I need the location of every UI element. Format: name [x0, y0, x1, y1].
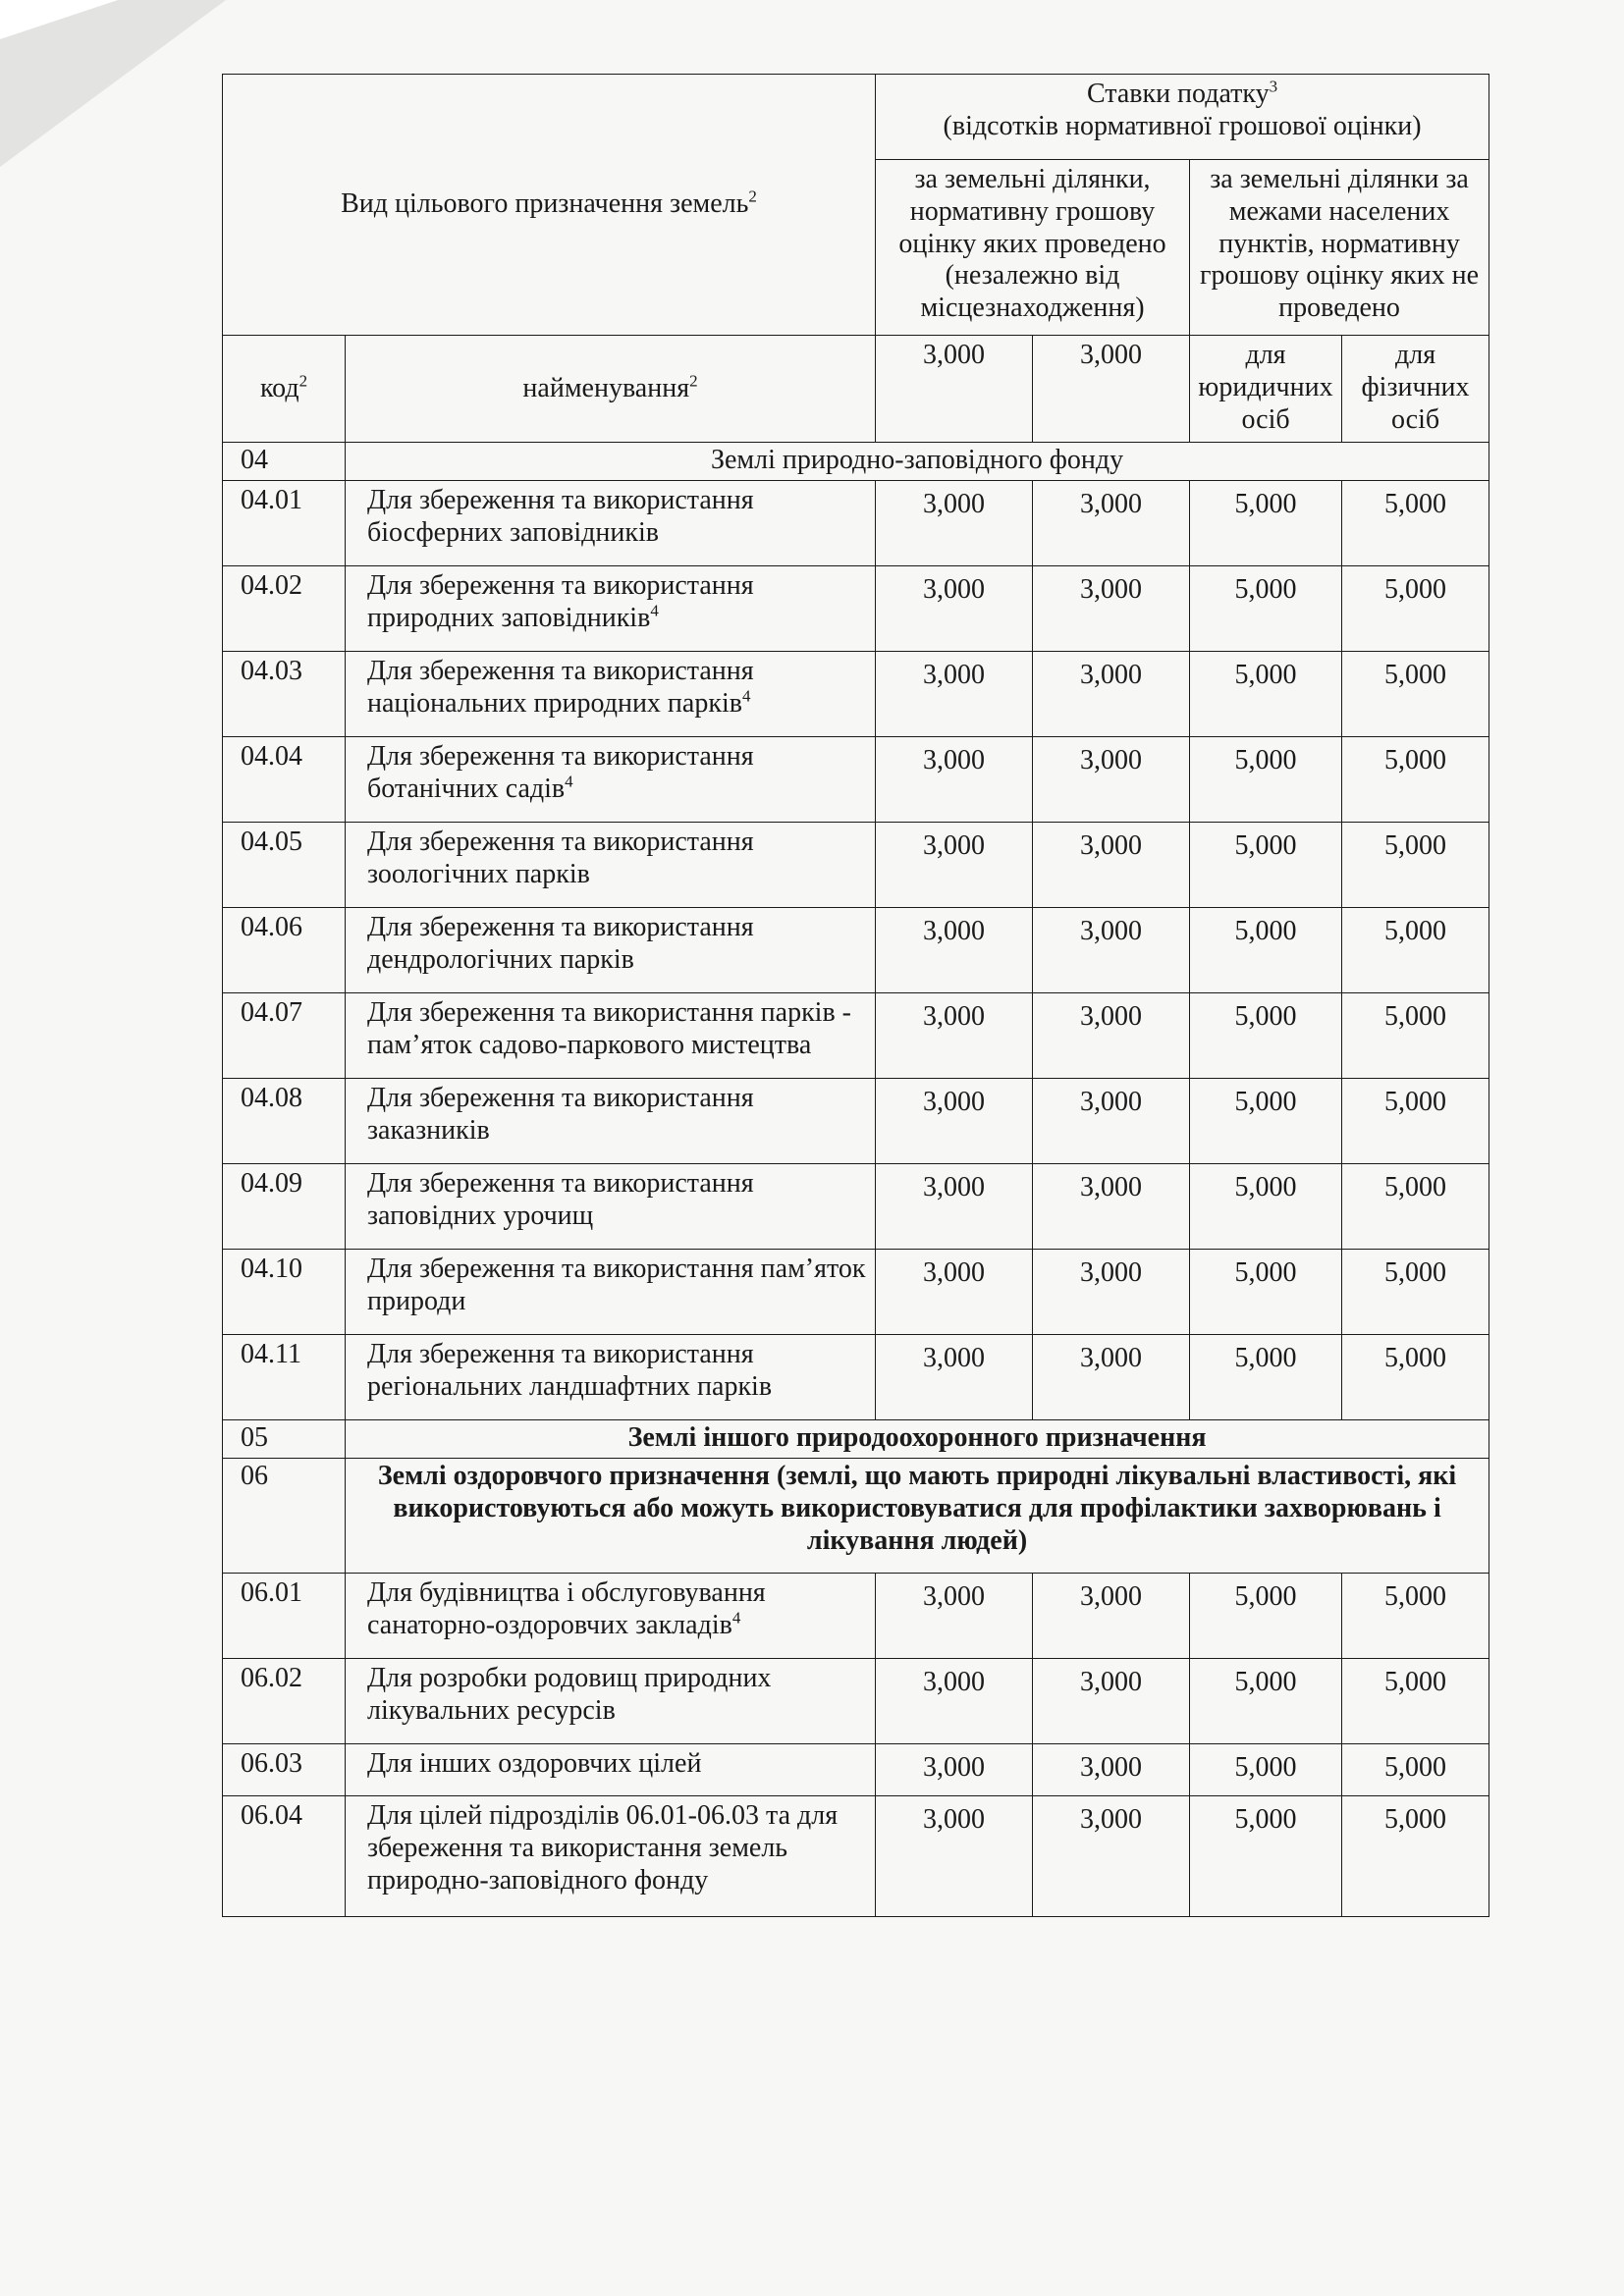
section-title: Землі оздоровчого призначення (землі, що мають природні лікувальні властивості, які використовуються або можуть використовуватися для профілактики захворювань і лікування людей) — [346, 1459, 1489, 1574]
code-header-text: код — [259, 372, 299, 403]
col4-header: для фізичних осіб — [1342, 336, 1489, 443]
rate-value: 3,000 — [876, 1250, 1033, 1335]
row-name-cell — [346, 566, 876, 652]
rate-value: 5,000 — [1342, 481, 1489, 566]
footnote-mark: 4 — [741, 686, 751, 706]
row-name: Для збереження та використання зоологічних парків — [346, 823, 876, 908]
footnote-mark: 2 — [689, 371, 698, 391]
name-header — [346, 336, 876, 443]
table-row — [223, 1659, 1489, 1744]
table-row — [223, 1250, 1489, 1335]
rate-value: 5,000 — [1190, 1250, 1342, 1335]
evaluated-header: за земельні ділянки, нормативну грошову оцінку яких проведено (незалежно від місцезнаходження) — [876, 160, 1190, 336]
header-row-top — [223, 75, 1489, 160]
row-code: 06.04 — [223, 1796, 346, 1917]
rate-value: 5,000 — [1342, 1659, 1489, 1744]
rate-value: 5,000 — [1190, 823, 1342, 908]
table-row — [223, 993, 1489, 1079]
code-header — [223, 336, 346, 443]
rate-value: 5,000 — [1190, 481, 1342, 566]
rate-value: 3,000 — [876, 481, 1033, 566]
rate-value: 3,000 — [876, 1659, 1033, 1744]
row-name: Для збереження та використання біосферних заповідників — [346, 481, 876, 566]
footnote-mark: 3 — [1269, 77, 1278, 96]
header-row-columns — [223, 336, 1489, 443]
row-code: 06.01 — [223, 1574, 346, 1659]
rate-value: 5,000 — [1190, 1744, 1342, 1796]
rate-value: 5,000 — [1342, 566, 1489, 652]
col3-header: для юридичних осіб — [1190, 336, 1342, 443]
row-code: 06.02 — [223, 1659, 346, 1744]
rate-value: 3,000 — [876, 908, 1033, 993]
rate-value: 3,000 — [1033, 1079, 1190, 1164]
rate-value: 3,000 — [876, 1796, 1033, 1917]
rate-value: 3,000 — [876, 823, 1033, 908]
row-code: 04.09 — [223, 1164, 346, 1250]
rate-value: 3,000 — [876, 1744, 1033, 1796]
rate-value: 3,000 — [1033, 1574, 1190, 1659]
rates-header-text: Ставки податку — [1086, 79, 1270, 109]
rate-value: 5,000 — [1190, 908, 1342, 993]
rate-value: 3,000 — [1033, 652, 1190, 737]
rate-value: 3,000 — [1033, 737, 1190, 823]
rate-value: 3,000 — [1033, 566, 1190, 652]
rate-value: 5,000 — [1342, 908, 1489, 993]
section-code: 05 — [223, 1420, 346, 1459]
rate-value: 3,000 — [1033, 1164, 1190, 1250]
row-name: Для збереження та використання парків - пам’яток садово-паркового мистецтва — [346, 993, 876, 1079]
footnote-mark: 2 — [298, 371, 308, 391]
rate-value: 3,000 — [876, 737, 1033, 823]
row-name: Для збереження та використання природних заповідників — [367, 570, 754, 633]
rate-value: 5,000 — [1190, 1164, 1342, 1250]
rate-value: 5,000 — [1342, 1164, 1489, 1250]
row-name: Для збереження та використання регіональних ландшафтних парків — [346, 1335, 876, 1420]
row-code: 04.08 — [223, 1079, 346, 1164]
rate-value: 3,000 — [1033, 1250, 1190, 1335]
rate-value: 3,000 — [1033, 908, 1190, 993]
row-code: 06.03 — [223, 1744, 346, 1796]
row-name: Для збереження та використання пам’яток природи — [346, 1250, 876, 1335]
section-title: Землі природно-заповідного фонду — [346, 443, 1489, 481]
tax-rates-table — [222, 74, 1489, 1917]
table-row — [223, 908, 1489, 993]
section-row-06 — [223, 1459, 1489, 1574]
table-row — [223, 652, 1489, 737]
footnote-mark: 4 — [731, 1608, 741, 1628]
row-code: 04.04 — [223, 737, 346, 823]
rate-value: 5,000 — [1190, 993, 1342, 1079]
rate-value: 3,000 — [1033, 1744, 1190, 1796]
rate-value: 5,000 — [1342, 1796, 1489, 1917]
table-row — [223, 481, 1489, 566]
rate-value: 3,000 — [1033, 823, 1190, 908]
footnote-mark: 4 — [565, 772, 573, 791]
table-row — [223, 1335, 1489, 1420]
section-title: Землі іншого природоохоронного призначення — [346, 1420, 1489, 1459]
rate-value: 5,000 — [1342, 1335, 1489, 1420]
section-row-04 — [223, 443, 1489, 481]
rate-value: 5,000 — [1342, 737, 1489, 823]
row-name: Для збереження та використання дендрологічних парків — [346, 908, 876, 993]
rate-value: 5,000 — [1342, 652, 1489, 737]
rate-value: 3,000 — [876, 652, 1033, 737]
table-row — [223, 566, 1489, 652]
section-row-05 — [223, 1420, 1489, 1459]
row-code: 04.10 — [223, 1250, 346, 1335]
row-name: Для будівництва і обслуговування санаторно-оздоровчих закладів — [367, 1577, 766, 1640]
table-row — [223, 737, 1489, 823]
rate-value: 3,000 — [876, 1335, 1033, 1420]
row-name-cell — [346, 737, 876, 823]
table-row — [223, 1079, 1489, 1164]
rate-value: 5,000 — [1190, 566, 1342, 652]
col2-header: 3,000 — [1033, 336, 1190, 443]
rates-header-note: (відсотків нормативної грошової оцінки) — [943, 110, 1422, 141]
row-name: Для збереження та використання заказників — [346, 1079, 876, 1164]
rate-value: 3,000 — [876, 993, 1033, 1079]
rate-value: 5,000 — [1190, 1796, 1342, 1917]
row-name: Для збереження та використання ботанічних садів — [367, 741, 754, 804]
name-header-text: найменування — [522, 372, 690, 403]
table-row — [223, 1744, 1489, 1796]
rate-value: 5,000 — [1190, 1335, 1342, 1420]
table-row — [223, 1164, 1489, 1250]
section-code: 04 — [223, 443, 346, 481]
rate-value: 5,000 — [1190, 1659, 1342, 1744]
rate-value: 5,000 — [1342, 1744, 1489, 1796]
footnote-mark: 4 — [650, 601, 659, 620]
rate-value: 5,000 — [1190, 1574, 1342, 1659]
row-code: 04.01 — [223, 481, 346, 566]
rate-value: 5,000 — [1342, 993, 1489, 1079]
rate-value: 3,000 — [876, 1164, 1033, 1250]
rate-value: 5,000 — [1342, 1574, 1489, 1659]
land-type-header — [223, 75, 876, 336]
row-name: Для збереження та використання національних природних парків — [367, 656, 754, 719]
row-name-cell — [346, 1574, 876, 1659]
rate-value: 3,000 — [1033, 1796, 1190, 1917]
row-code: 04.06 — [223, 908, 346, 993]
col1-header: 3,000 — [876, 336, 1033, 443]
rate-value: 5,000 — [1190, 1079, 1342, 1164]
row-name-cell — [346, 652, 876, 737]
rate-value: 3,000 — [1033, 1659, 1190, 1744]
rate-value: 3,000 — [876, 566, 1033, 652]
table-row — [223, 1796, 1489, 1917]
row-code: 04.11 — [223, 1335, 346, 1420]
rate-value: 3,000 — [876, 1079, 1033, 1164]
row-code: 04.03 — [223, 652, 346, 737]
rate-value: 5,000 — [1342, 1079, 1489, 1164]
rate-value: 3,000 — [1033, 1335, 1190, 1420]
rate-value: 3,000 — [1033, 993, 1190, 1079]
rate-value: 5,000 — [1190, 737, 1342, 823]
page-fold-corner — [0, 0, 118, 39]
row-name: Для інших оздоровчих цілей — [346, 1744, 876, 1796]
rate-value: 5,000 — [1190, 652, 1342, 737]
land-type-header-text: Вид цільового призначення земель — [341, 188, 749, 220]
table-row — [223, 1574, 1489, 1659]
rate-value: 3,000 — [1033, 481, 1190, 566]
row-name: Для збереження та використання заповідних урочищ — [346, 1164, 876, 1250]
row-name: Для розробки родовищ природних лікувальних ресурсів — [346, 1659, 876, 1744]
section-code: 06 — [223, 1459, 346, 1574]
row-name: Для цілей підрозділів 06.01-06.03 та для збереження та використання земель природно-заповідного фонду — [346, 1796, 876, 1917]
not-evaluated-header: за земельні ділянки за межами населених пунктів, нормативну грошову оцінку яких не проведено — [1190, 160, 1489, 336]
row-code: 04.02 — [223, 566, 346, 652]
rate-value: 3,000 — [876, 1574, 1033, 1659]
row-code: 04.05 — [223, 823, 346, 908]
footnote-mark: 2 — [748, 187, 757, 206]
rate-value: 5,000 — [1342, 823, 1489, 908]
rates-header — [876, 75, 1489, 160]
row-code: 04.07 — [223, 993, 346, 1079]
rate-value: 5,000 — [1342, 1250, 1489, 1335]
table-row — [223, 823, 1489, 908]
